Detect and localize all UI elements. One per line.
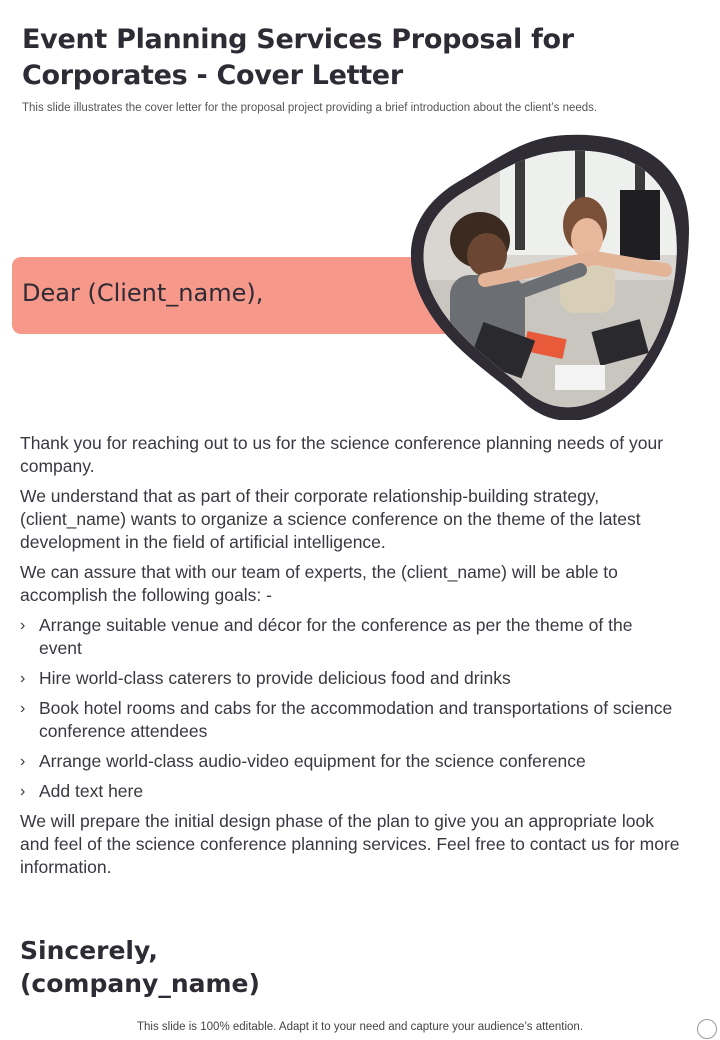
- chevron-right-icon: ›: [20, 670, 26, 687]
- chevron-right-icon: ›: [20, 753, 26, 770]
- letter-paragraph-assurance: We can assure that with our team of experts, the (client_name) will be able to accomplish the following goals: -: [20, 562, 618, 605]
- list-item: [20, 750, 680, 773]
- list-item-text: Add text here: [39, 781, 144, 801]
- letter-paragraph-closing: We will prepare the initial design phase of the plan to give you an appropriate look and feel of the science conference planning services. Feel free to contact us for more information.: [20, 811, 680, 877]
- page-subtitle: This slide illustrates the cover letter for the proposal project providing a brief introduction about the client’s needs.: [22, 102, 598, 114]
- list-item-text: Hire world-class caterers to provide delicious food and drinks: [39, 668, 511, 688]
- goals-list: [20, 614, 680, 803]
- letter-paragraph-intro: Thank you for reaching out to us for the science conference planning needs of your company.: [20, 433, 664, 476]
- signature-block: [20, 934, 260, 1000]
- circle-icon: [697, 1019, 717, 1039]
- page-title: Event Planning Services Proposal for Corporates - Cover Letter: [22, 24, 574, 91]
- sign-off: Sincerely,: [20, 936, 158, 965]
- list-item: [20, 667, 680, 690]
- list-item-text: Book hotel rooms and cabs for the accommodation and transportations of science conference attendees: [39, 698, 673, 741]
- chevron-right-icon: ›: [20, 783, 26, 800]
- team-photo: [405, 130, 695, 420]
- chevron-right-icon: ›: [20, 617, 26, 634]
- list-item: [20, 697, 680, 743]
- list-item-text: Arrange suitable venue and décor for the conference as per the theme of the event: [39, 615, 633, 658]
- letter-paragraph-understanding: We understand that as part of their corporate relationship-building strategy, (client_name) wants to organize a science conference on the theme of the latest development in the field of artificial intelligence.: [20, 486, 641, 552]
- chevron-right-icon: ›: [20, 700, 26, 717]
- salutation-text: Dear (Client_name),: [22, 279, 264, 307]
- list-item: [20, 614, 680, 660]
- company-name-placeholder: (company_name): [20, 969, 260, 998]
- letter-body: [20, 432, 680, 886]
- list-item: [20, 780, 680, 803]
- footer-note: This slide is 100% editable. Adapt it to your need and capture your audience’s attention.: [136, 1021, 584, 1033]
- list-item-text: Arrange world-class audio-video equipment for the science conference: [39, 751, 586, 771]
